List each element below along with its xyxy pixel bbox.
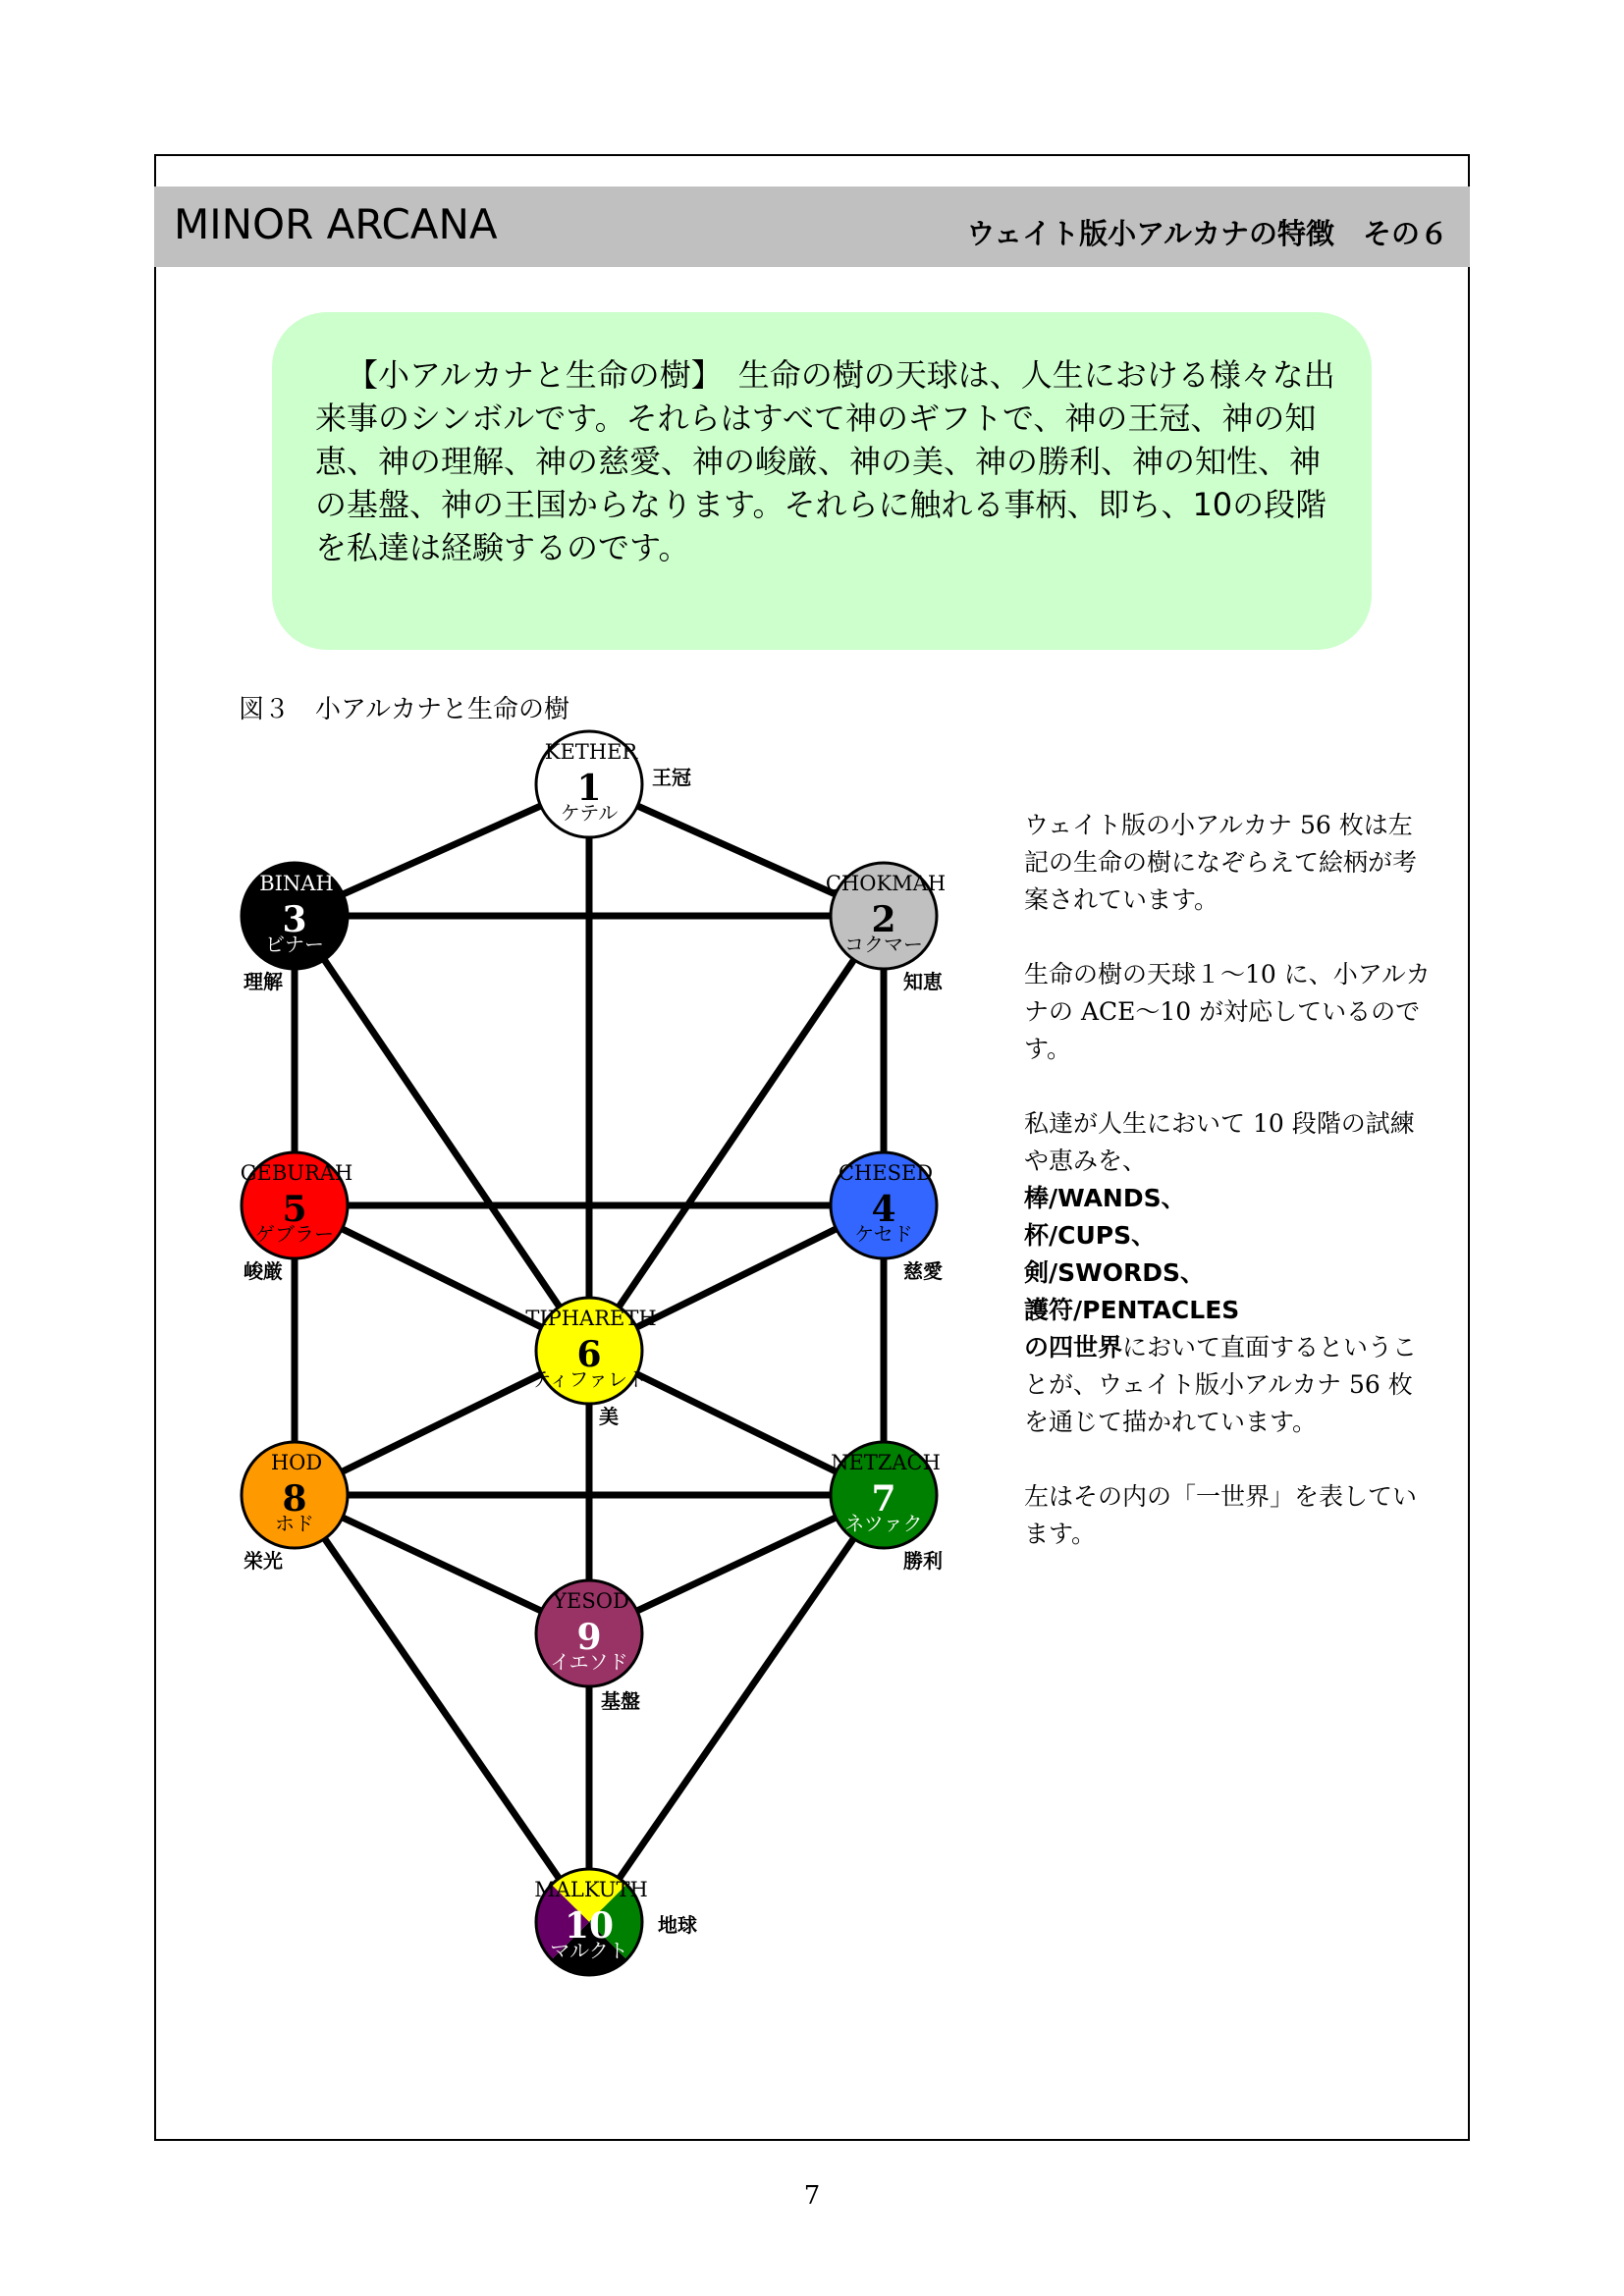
sephirah-japanese-name: マルクト [550, 1939, 628, 1962]
side-paragraph-4: 左はその内の「一世界」を表しています。 [1024, 1482, 1418, 1548]
sephirah-5 [241, 1152, 353, 1258]
sephirah-virtue-label: 王冠 [652, 766, 691, 789]
sephirah-japanese-name: ゲブラー [255, 1222, 334, 1246]
sephirah-japanese-name: コクマー [844, 933, 923, 956]
sephirah-japanese-name: ケテル [560, 801, 619, 825]
sephirah-10 [534, 1869, 648, 1975]
sephirah-japanese-name: イエソド [550, 1650, 628, 1674]
sephirah-japanese-name: ティファレト [531, 1367, 647, 1391]
side-paragraph-3-intro: 私達が人生において 10 段階の試練や恵みを、 [1024, 1109, 1415, 1175]
suit-wands: 棒/WANDS、 [1024, 1184, 1186, 1212]
sephirah-english-name: GEBURAH [240, 1161, 353, 1185]
sephirah-number: 4 [871, 1189, 896, 1230]
header-title: MINOR ARCANA [174, 200, 498, 248]
suit-pentacles: 護符/PENTACLES [1024, 1296, 1240, 1324]
sephirah-english-name: CHOKMAH [825, 872, 947, 895]
sephirah-virtue-label: 慈愛 [903, 1259, 943, 1283]
sephirah-english-name: MALKUTH [534, 1878, 648, 1901]
sephirah-number: 8 [282, 1478, 307, 1520]
sephirah-virtue-label: 勝利 [903, 1549, 943, 1573]
sephirah-virtue-label: 知恵 [903, 970, 943, 993]
sephirah-japanese-name: ケセド [854, 1222, 913, 1246]
sephirah-number: 10 [564, 1905, 615, 1947]
figure-caption: 図３ 小アルカナと生命の樹 [239, 695, 569, 724]
sephirah-english-name: BINAH [259, 872, 334, 895]
sephirah-virtue-label: 美 [599, 1405, 619, 1428]
sephirah-virtue-label: 栄光 [244, 1549, 283, 1573]
sephirah-english-name: NETZACH [831, 1451, 941, 1474]
side-paragraph-3 [1024, 1105, 1436, 1441]
sephirah-japanese-name: ネツァク [844, 1512, 923, 1535]
sephirah-virtue-label: 峻厳 [244, 1259, 283, 1283]
side-paragraph-3-rest: において直面するということが、ウェイト版小アルカナ 56 枚を通じて描かれています。 [1024, 1333, 1418, 1436]
sephirah-virtue-label: 理解 [244, 970, 283, 993]
page-number: 7 [803, 2181, 821, 2211]
suit-swords: 剣/SWORDS、 [1024, 1258, 1205, 1287]
sephirah-english-name: KETHER [544, 740, 638, 764]
header-subtitle: ウェイト版小アルカナの特徴 その６ [966, 217, 1448, 250]
sephirah-2 [826, 863, 946, 969]
path-8-10 [295, 1495, 589, 1922]
sephirah-virtue-label: 基盤 [601, 1689, 640, 1713]
sephirah-english-name: YESOD [553, 1589, 629, 1613]
sephirah-number: 7 [871, 1478, 896, 1520]
sephirah-number: 2 [871, 899, 896, 940]
sephirah-number: 9 [576, 1617, 602, 1658]
intro-callout-text: 【小アルカナと生命の樹】 生命の樹の天球は、人生における様々な出来事のシンボルです。それらはすべて神のギフトで、神の王冠、神の知恵、神の理解、神の慈愛、神の峻厳、神の美、神の勝利、神の知性、神の基盤、神の王国からなります。それらに触れる事柄、即ち、10の段階を私達は経験するのです。 [315, 356, 1335, 566]
sephirah-6 [525, 1298, 656, 1404]
sephirah-english-name: CHESED [838, 1161, 934, 1185]
sephirah-number: 6 [576, 1334, 602, 1375]
sephirah-virtue-label: 地球 [658, 1913, 697, 1937]
sephirah-7 [831, 1442, 941, 1548]
sephirah-4 [831, 1152, 937, 1258]
four-worlds: の四世界 [1024, 1333, 1123, 1362]
sephirah-number: 5 [282, 1189, 307, 1230]
sephirah-8 [242, 1442, 348, 1548]
sephirah-japanese-name: ホド [275, 1512, 314, 1535]
suit-cups: 杯/CUPS、 [1024, 1221, 1157, 1250]
side-paragraph-1: ウェイト版の小アルカナ 56 枚は左記の生命の樹になぞらえて絵柄が考案されています。 [1024, 811, 1418, 914]
sephirah-number: 3 [282, 899, 307, 940]
sephirah-1 [536, 731, 642, 837]
side-description [1024, 807, 1436, 1590]
path-2-6 [589, 916, 884, 1351]
sephirah-english-name: TIPHARETH [525, 1307, 657, 1330]
sephirah-japanese-name: ビナー [265, 933, 324, 956]
path-3-6 [295, 916, 589, 1351]
sephirah-3 [242, 863, 348, 969]
side-paragraph-2: 生命の樹の天球１～10 に、小アルカナの ACE～10 が対応しているのです。 [1024, 960, 1431, 1063]
sephirah-number: 1 [576, 768, 602, 809]
sephirah-9 [536, 1580, 642, 1686]
sephirah-english-name: HOD [270, 1451, 323, 1474]
